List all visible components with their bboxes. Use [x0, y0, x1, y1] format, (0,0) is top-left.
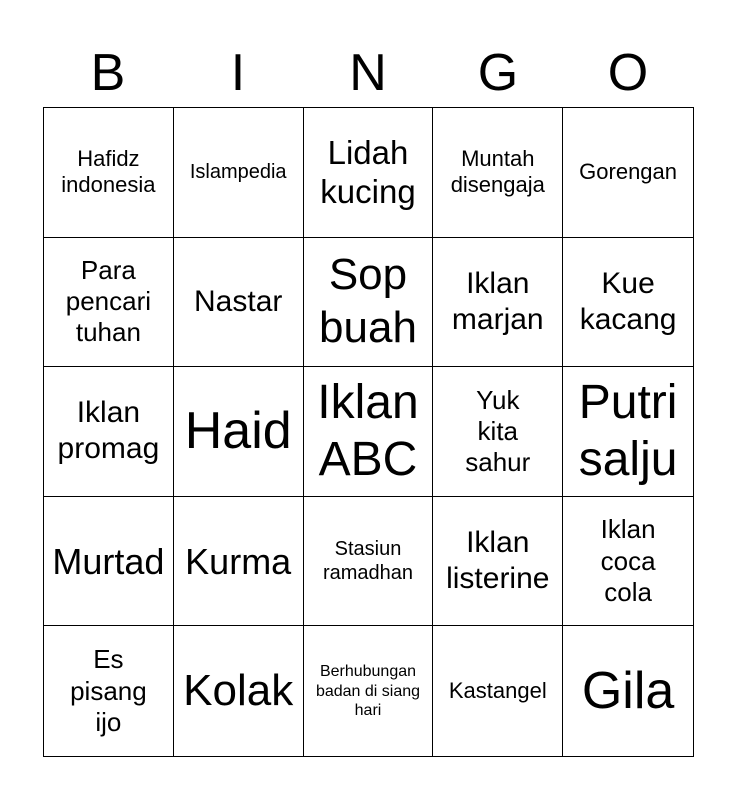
cell-label: Gila: [581, 662, 675, 720]
bingo-cell[interactable]: [563, 367, 693, 497]
bingo-cell[interactable]: [174, 497, 304, 627]
bingo-cell[interactable]: [44, 108, 174, 238]
cell-label: Iklan promag: [57, 396, 160, 466]
cell-label: Kolak: [183, 665, 294, 715]
bingo-cell[interactable]: [44, 497, 174, 627]
cell-label: Kurma: [185, 540, 292, 582]
bingo-cell[interactable]: [563, 108, 693, 238]
bingo-cell[interactable]: [174, 367, 304, 497]
bingo-cell[interactable]: [433, 108, 563, 238]
cell-label: Iklan ABC: [317, 375, 419, 487]
header-letter-n: N: [349, 44, 387, 102]
bingo-board: [43, 107, 694, 757]
cell-label: Iklan listerine: [446, 526, 550, 596]
bingo-cell[interactable]: [433, 238, 563, 368]
bingo-cell[interactable]: [304, 626, 434, 756]
bingo-cell[interactable]: [433, 497, 563, 627]
cell-label: Kue kacang: [579, 266, 677, 336]
cell-label: Kastangel: [448, 678, 547, 703]
bingo-cell[interactable]: [304, 497, 434, 627]
header-letter-b: B: [90, 44, 126, 102]
cell-label: Gorengan: [579, 159, 678, 185]
bingo-cell[interactable]: [433, 626, 563, 756]
bingo-cell[interactable]: [563, 497, 693, 627]
cell-label: Iklan marjan: [451, 266, 544, 336]
bingo-cell[interactable]: [304, 238, 434, 368]
cell-label: Es pisang ijo: [70, 644, 147, 737]
bingo-cell[interactable]: [174, 238, 304, 368]
cell-label: Stasiun ramadhan: [322, 538, 414, 585]
bingo-header: [43, 40, 693, 106]
cell-label: Yuk kita sahur: [465, 384, 531, 478]
cell-label: Lidah kucing: [320, 133, 416, 211]
bingo-cell[interactable]: [304, 367, 434, 497]
header-letter-o: O: [607, 44, 649, 102]
bingo-cell[interactable]: [433, 367, 563, 497]
bingo-cell[interactable]: [563, 626, 693, 756]
bingo-cell[interactable]: [44, 626, 174, 756]
cell-label: Murtad: [52, 540, 165, 582]
cell-label: Hafidz indonesia: [61, 145, 156, 198]
cell-label: Muntah disengaja: [450, 145, 545, 198]
cell-label: Sop buah: [319, 250, 417, 352]
cell-label: Islampedia: [189, 161, 287, 184]
bingo-cell[interactable]: [563, 238, 693, 368]
bingo-cell[interactable]: [174, 108, 304, 238]
bingo-cell[interactable]: [304, 108, 434, 238]
cell-label: Para pencari tuhan: [65, 255, 152, 348]
bingo-cell[interactable]: [44, 367, 174, 497]
bingo-cell[interactable]: [44, 238, 174, 368]
cell-label: Nastar: [194, 284, 283, 318]
cell-label: Berhubungan badan di siang hari: [315, 663, 421, 719]
header-letter-g: G: [477, 44, 519, 102]
header-letter-i: I: [230, 44, 246, 102]
cell-label: Iklan coca cola: [600, 514, 656, 607]
cell-label: Putri salju: [578, 375, 678, 487]
bingo-cell[interactable]: [174, 626, 304, 756]
cell-label: Haid: [184, 402, 292, 461]
